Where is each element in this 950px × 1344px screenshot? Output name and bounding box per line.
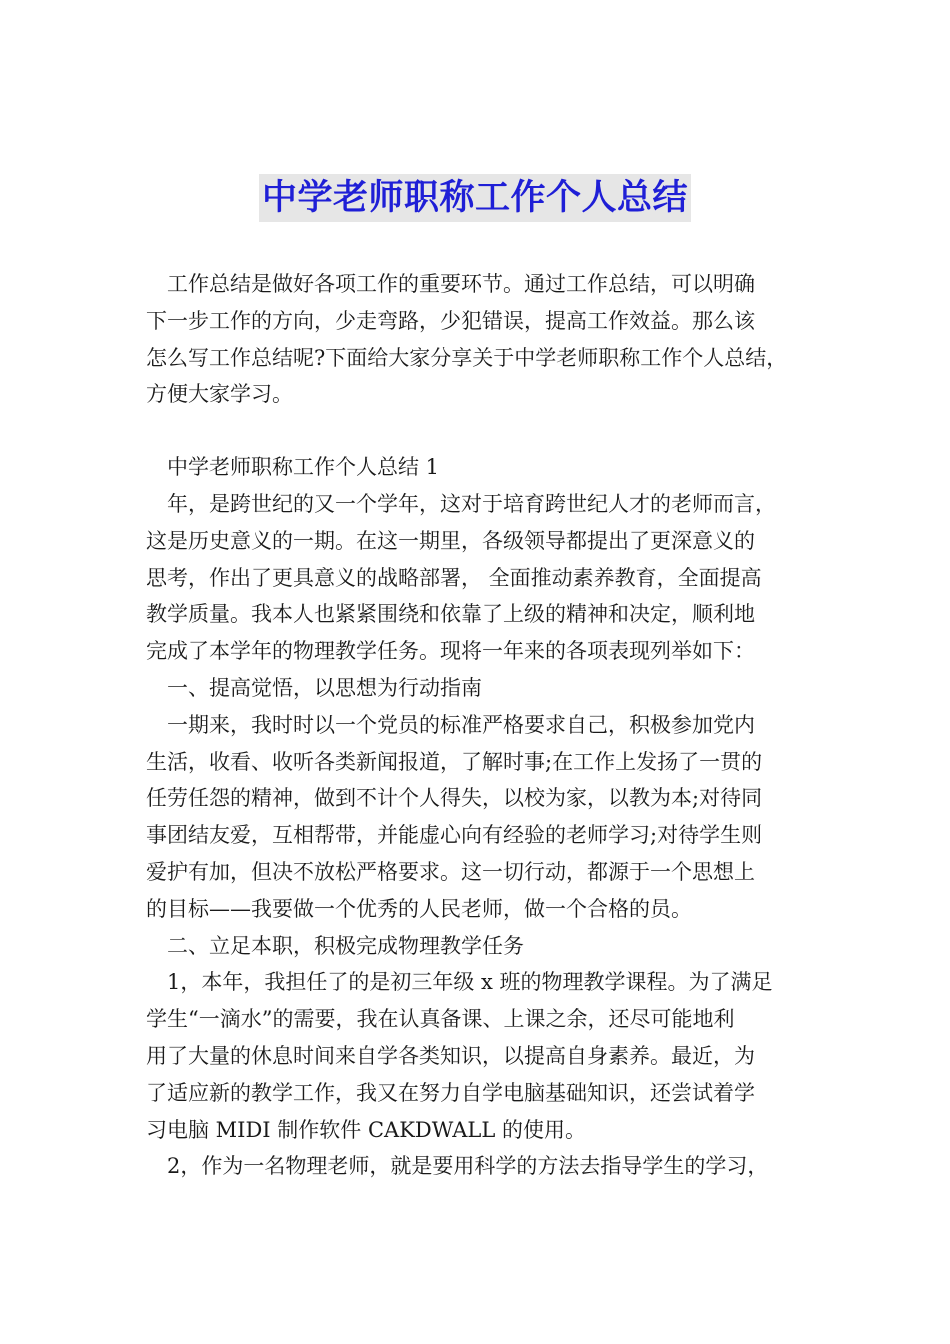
- text-line: 一期来，我时时以一个党员的标准严格要求自己，积极参加党内: [167, 712, 755, 737]
- text-line: 方便大家学习。: [146, 382, 293, 407]
- text-line: 习电脑 MIDI 制作软件 CAKDWALL 的使用。: [146, 1117, 586, 1142]
- text-line: 这是历史意义的一期。在这一期里，各级领导都提出了更深意义的: [146, 528, 755, 553]
- text-line: 怎么写工作总结呢?下面给大家分享关于中学老师职称工作个人总结，: [146, 345, 788, 370]
- text-line: 事团结友爱，互相帮带，并能虚心向有经验的老师学习;对待学生则: [146, 823, 763, 848]
- text-line: 思考，作出了更具意义的战略部署， 全面推动素养教育，全面提高: [146, 565, 762, 590]
- text-line: 教学质量。我本人也紧紧围绕和依靠了上级的精神和决定，顺利地: [146, 602, 755, 627]
- title-container: [0, 174, 950, 222]
- paragraph-4: [146, 1148, 830, 1185]
- paragraph-3: [146, 964, 830, 1148]
- text-line: 用了大量的休息时间来自学各类知识，以提高自身素养。最近，为: [146, 1043, 755, 1068]
- text-line: 年，是跨世纪的又一个学年，这对于培育跨世纪人才的老师而言，: [167, 491, 776, 516]
- paragraph-spacer: [146, 413, 830, 449]
- document-body: [146, 266, 830, 1185]
- text-line: 工作总结是做好各项工作的重要环节。通过工作总结，可以明确: [167, 272, 755, 296]
- text-line: 完成了本学年的物理教学任务。现将一年来的各项表现列举如下：: [146, 639, 755, 664]
- text-line: 爱护有加，但决不放松严格要求。这一切行动，都源于一个思想上: [146, 859, 755, 884]
- section-heading: [146, 449, 830, 486]
- paragraph-1: [146, 486, 830, 670]
- intro-paragraph: [146, 266, 830, 413]
- heading-2: [146, 928, 830, 965]
- text-line: 生活，收看、收听各类新闻报道，了解时事;在工作上发扬了一贯的: [146, 749, 763, 774]
- subheading-text: 一、提高觉悟，以思想为行动指南: [167, 675, 482, 700]
- heading-1: [146, 670, 830, 707]
- text-line: 1，本年，我担任了的是初三年级 x 班的物理教学课程。为了满足: [167, 970, 773, 995]
- text-line: 的目标——我要做一个优秀的人民老师，做一个合格的员。: [146, 896, 692, 921]
- paragraph-2: [146, 707, 830, 928]
- text-line: 2，作为一名物理老师，就是要用科学的方法去指导学生的学习，: [167, 1154, 769, 1179]
- subheading-text: 二、立足本职，积极完成物理教学任务: [167, 933, 524, 958]
- document-title: 中学老师职称工作个人总结: [259, 174, 691, 222]
- text-line: 任劳任怨的精神，做到不计个人得失，以校为家，以教为本;对待同: [146, 786, 763, 811]
- text-line: 下一步工作的方向，少走弯路，少犯错误，提高工作效益。那么该: [146, 308, 755, 333]
- text-line: 学生“一滴水”的需要，我在认真备课、上课之余，还尽可能地利: [146, 1007, 735, 1032]
- text-line: 了适应新的教学工作，我又在努力自学电脑基础知识，还尝试着学: [146, 1080, 755, 1105]
- section-heading-text: 中学老师职称工作个人总结 1: [167, 455, 440, 480]
